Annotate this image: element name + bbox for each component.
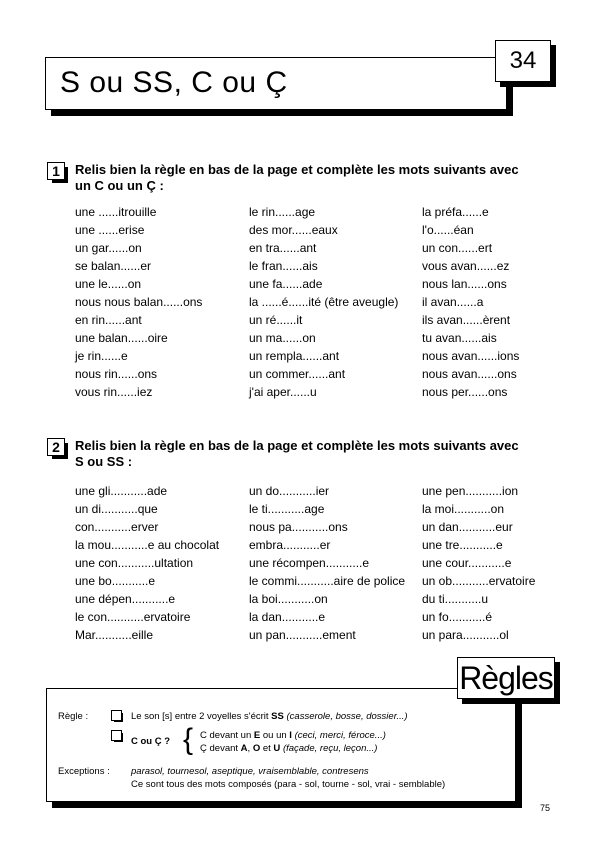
exercise-item: le rin......age xyxy=(249,205,316,219)
rule-2-label: C ou Ç ? xyxy=(131,736,171,747)
exercise-item: la préfa......e xyxy=(422,205,489,219)
exercise-item: une tre...........e xyxy=(422,538,503,552)
exercise-item: une bo...........e xyxy=(75,574,156,588)
q2-column-1 xyxy=(75,482,219,644)
rule-2-line1-mid: ou un xyxy=(260,730,290,741)
exercise-item: une balan......oire xyxy=(75,331,168,345)
exercise-item: j'ai aper......u xyxy=(249,385,317,399)
q2-number: 2 xyxy=(47,438,65,456)
q2-instruction-line2: S ou SS : xyxy=(75,454,133,469)
exercise-item: un dan...........eur xyxy=(422,520,513,534)
rule-label: Règle : xyxy=(58,711,89,722)
exercise-item: une pen...........ion xyxy=(422,484,519,498)
exercise-item: une ......itrouille xyxy=(75,205,157,219)
rule-2-line1 xyxy=(200,729,386,742)
letter-a: A xyxy=(240,743,248,754)
exercise-item: en rin......ant xyxy=(75,313,142,327)
q1-instruction-line1: Relis bien la règle en bas de la page et complète les mots suivants avec xyxy=(75,162,519,177)
exercise-item: vous avan......ez xyxy=(422,259,510,273)
exceptions-list: parasol, tournesol, aseptique, vraisemblable, contresens xyxy=(131,766,369,777)
rule-2-line2-text: Ç devant xyxy=(200,743,241,754)
exercise-item: se balan......er xyxy=(75,259,152,273)
rule-1-ss: SS xyxy=(271,711,284,722)
exercise-item: nous pa...........ons xyxy=(249,520,348,534)
q1-instruction-line2: un C ou un Ç : xyxy=(75,178,164,193)
exercise-item: le fran......ais xyxy=(249,259,318,273)
letter-i: I xyxy=(289,730,292,741)
exercise-item: un gar......on xyxy=(75,241,142,255)
exercise-item: ils avan......èrent xyxy=(422,313,511,327)
exercise-item: embra...........er xyxy=(249,538,331,552)
exercise-item: une le......on xyxy=(75,277,142,291)
rules-heading: Règles xyxy=(457,657,555,699)
exercise-item: la moi...........on xyxy=(422,502,505,516)
and-word: et xyxy=(260,743,274,754)
q2-column-3 xyxy=(422,482,535,644)
exercise-item: le con...........ervatoire xyxy=(75,610,191,624)
exercise-item: vous rin......iez xyxy=(75,385,153,399)
exercise-item: du ti...........u xyxy=(422,592,489,606)
exercise-item: un rempla......ant xyxy=(249,349,340,363)
exercise-item: une récompen...........e xyxy=(249,556,370,570)
q1-column-3 xyxy=(422,203,519,401)
letter-u: U xyxy=(273,743,281,754)
exercise-item: l'o......éan xyxy=(422,223,474,237)
exercise-item: un di...........que xyxy=(75,502,158,516)
checkbox-icon xyxy=(111,710,122,721)
exercise-item: nous rin......ons xyxy=(75,367,158,381)
exercise-item: une ......erise xyxy=(75,223,145,237)
comma: , xyxy=(247,743,253,754)
page-title: S ou SS, C ou Ç xyxy=(60,66,288,99)
rule-1-text: Le son [s] entre 2 voyelles s'écrit xyxy=(131,711,272,722)
exercise-item: con...........erver xyxy=(75,520,159,534)
exercise-item: la mou...........e au chocolat xyxy=(75,538,220,552)
exercise-item: une gli...........ade xyxy=(75,484,168,498)
exercise-item: une fa......ade xyxy=(249,277,323,291)
q2-column-2 xyxy=(249,482,405,644)
q1-column-1 xyxy=(75,203,202,401)
q1-column-2 xyxy=(249,203,398,401)
exceptions-label: Exceptions : xyxy=(58,766,110,777)
exceptions-explanation: Ce sont tous des mots composés (para - sol, tourne - sol, vrai - semblable) xyxy=(131,779,446,790)
exercise-item: le ti...........age xyxy=(249,502,325,516)
exercise-item: nous avan......ions xyxy=(422,349,520,363)
exercise-item: le commi...........aire de police xyxy=(249,574,406,588)
exercise-item: une con...........ultation xyxy=(75,556,194,570)
exercise-item: un pan...........ement xyxy=(249,628,356,642)
exercise-item: un ré......it xyxy=(249,313,303,327)
rule-2-line1-examples: (ceci, merci, féroce...) xyxy=(294,730,386,741)
rule-2-line1-text: C devant un xyxy=(200,730,254,741)
exercise-item: tu avan......ais xyxy=(422,331,497,345)
letter-o: O xyxy=(252,743,261,754)
exercise-item: nous avan......ons xyxy=(422,367,517,381)
exercise-item: je rin......e xyxy=(75,349,128,363)
exercise-item: un para...........ol xyxy=(422,628,509,642)
exercise-item: une dépen...........e xyxy=(75,592,176,606)
exercise-item: la dan...........e xyxy=(249,610,326,624)
rule-1-examples: (casserole, bosse, dossier...) xyxy=(286,711,408,722)
rule-2-line2-examples: (façade, reçu, leçon...) xyxy=(282,743,378,754)
exercise-item: nous lan......ons xyxy=(422,277,507,291)
letter-e: E xyxy=(253,730,261,741)
exercise-item: un ob...........ervatoire xyxy=(422,574,536,588)
page-number: 75 xyxy=(540,803,551,813)
exercise-item: il avan......a xyxy=(422,295,484,309)
exercise-item: un commer......ant xyxy=(249,367,346,381)
exercise-item: des mor......eaux xyxy=(249,223,338,237)
exercise-item: la ......é......ité (être aveugle) xyxy=(249,295,399,309)
rule-2-line2 xyxy=(200,742,377,755)
rule-1 xyxy=(131,710,408,723)
q1-number: 1 xyxy=(47,162,65,180)
lesson-number-badge: 34 xyxy=(495,40,551,82)
exercise-item: nous nous balan......ons xyxy=(75,295,203,309)
exercise-item: en tra......ant xyxy=(249,241,317,255)
exercise-item: un do...........ier xyxy=(249,484,330,498)
exercise-item: une cour...........e xyxy=(422,556,512,570)
exercise-item: Mar...........eille xyxy=(75,628,154,642)
exercise-item: nous per......ons xyxy=(422,385,508,399)
q2-instruction-line1: Relis bien la règle en bas de la page et complète les mots suivants avec xyxy=(75,438,519,453)
exercise-item: la boi...........on xyxy=(249,592,328,606)
checkbox-icon xyxy=(111,730,122,741)
exercise-item: un fo...........é xyxy=(422,610,493,624)
exercise-item: un ma......on xyxy=(249,331,316,345)
exercise-item: un con......ert xyxy=(422,241,493,255)
brace-icon: { xyxy=(183,723,194,756)
